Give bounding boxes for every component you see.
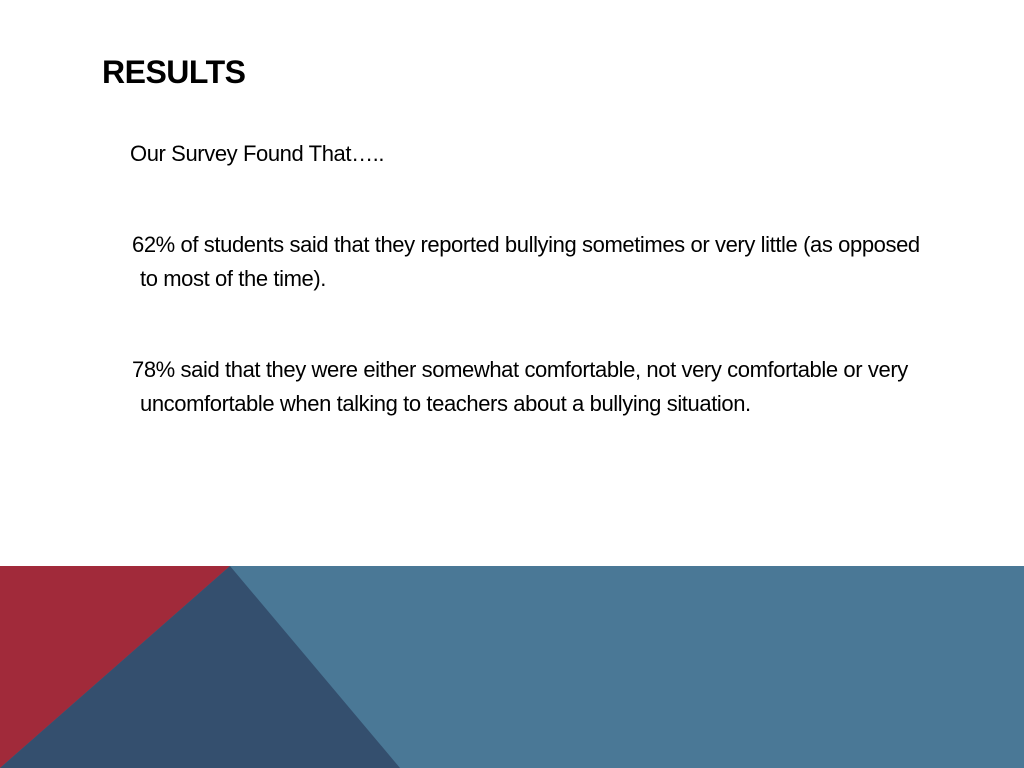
survey-intro: Our Survey Found That….. (130, 141, 385, 166)
finding-reporting: 62% of students said that they reported bullying sometimes or very little (as opposed to most of the time). (132, 232, 920, 291)
slide-title: RESULTS (102, 54, 246, 90)
finding-comfort: 78% said that they were either somewhat comfortable, not very comfortable or very uncomfortable when talking to teachers about a bullying situation. (132, 357, 908, 416)
decorative-footer-band (0, 566, 1024, 768)
